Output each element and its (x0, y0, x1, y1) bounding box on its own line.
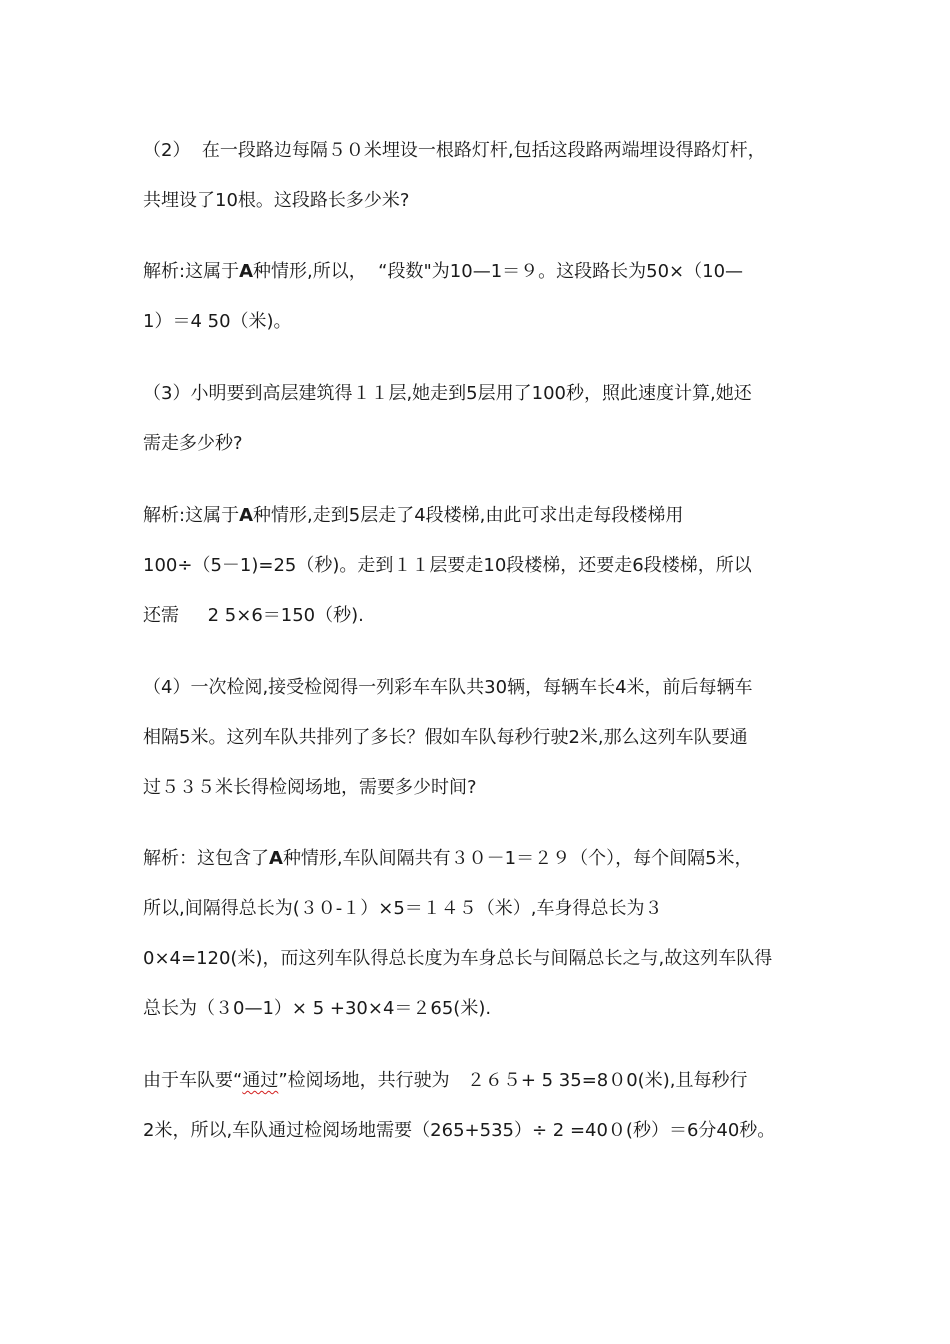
text-run: 解析:这属于 (143, 505, 240, 526)
text-line: 总长为（３0—1）× 5 +30×4＝２65(米). (143, 998, 492, 1019)
text-run: 种情形,车队间隔共有３０－1＝２９（个），每个间隔5米， (282, 848, 753, 869)
text-run: ”检阅场地，共行驶为 ２６５+ 5 35=8０0(米),且每秒行 (278, 1070, 748, 1091)
text-line (143, 247, 813, 297)
problem-2 (143, 126, 813, 226)
text-line (143, 1056, 813, 1106)
text-line: （3）小明要到高层建筑得１１层,她走到5层用了100秒，照此速度计算,她还 (143, 383, 752, 404)
text-line: 相隔5米。这列车队共排列了多长？假如车队每秒行驶2米,那么这列车队要通 (143, 727, 748, 748)
text-line: （4）一次检阅,接受检阅得一列彩车车队共30辆，每辆车长4米，前后每辆车 (143, 677, 753, 698)
text-line: 过５３５米长得检阅场地，需要多少时间? (143, 777, 477, 798)
text-line: （2） 在一段路边每隔５０米埋设一根路灯杆,包括这段路两端埋设得路灯杆， (143, 140, 766, 161)
text-run: 解析:这属于 (143, 261, 240, 282)
text-line: 需走多少秒? (143, 433, 243, 454)
text-line (143, 491, 813, 541)
text-run: 解析：这包含了 (143, 848, 269, 869)
text-line: 1）＝4 50（米)。 (143, 311, 292, 332)
text-line: 0×4=120(米)，而这列车队得总长度为车身总长与间隔总长之与,故这列车队得 (143, 948, 773, 969)
bold-letter: A (269, 848, 283, 869)
text-line: 所以,间隔得总长为(３０-１）×5＝１４５（米）,车身得总长为３ (143, 898, 663, 919)
text-line: 共埋设了10根。这段路长多少米? (143, 190, 410, 211)
text-run: 种情形,走到5层走了4段楼梯,由此可求出走每段楼梯用 (253, 505, 684, 526)
solution-3 (143, 491, 813, 641)
text-line: 2米，所以,车队通过检阅场地需要（265+535）÷ 2 =40０(秒）＝6分40秒。 (143, 1120, 776, 1141)
text-run: 由于车队要“ (143, 1070, 243, 1091)
problem-4 (143, 663, 813, 813)
solution-4 (143, 834, 813, 1034)
text-line (143, 834, 813, 884)
problem-3 (143, 369, 813, 469)
text-line: 100÷（5－1)=25（秒)。走到１１层要走10段楼梯，还要走6段楼梯，所以 (143, 555, 752, 576)
conclusion (143, 1056, 813, 1156)
solution-2 (143, 247, 813, 347)
bold-letter: A (239, 261, 254, 282)
text-line: 还需 2 5×6＝150（秒). (143, 605, 364, 626)
spellcheck-underlined-word: 通过 (242, 1070, 279, 1091)
bold-letter: A (239, 505, 254, 526)
text-run: 种情形,所以， “段数"为10—1＝９。这段路长为50×（10— (253, 261, 744, 282)
